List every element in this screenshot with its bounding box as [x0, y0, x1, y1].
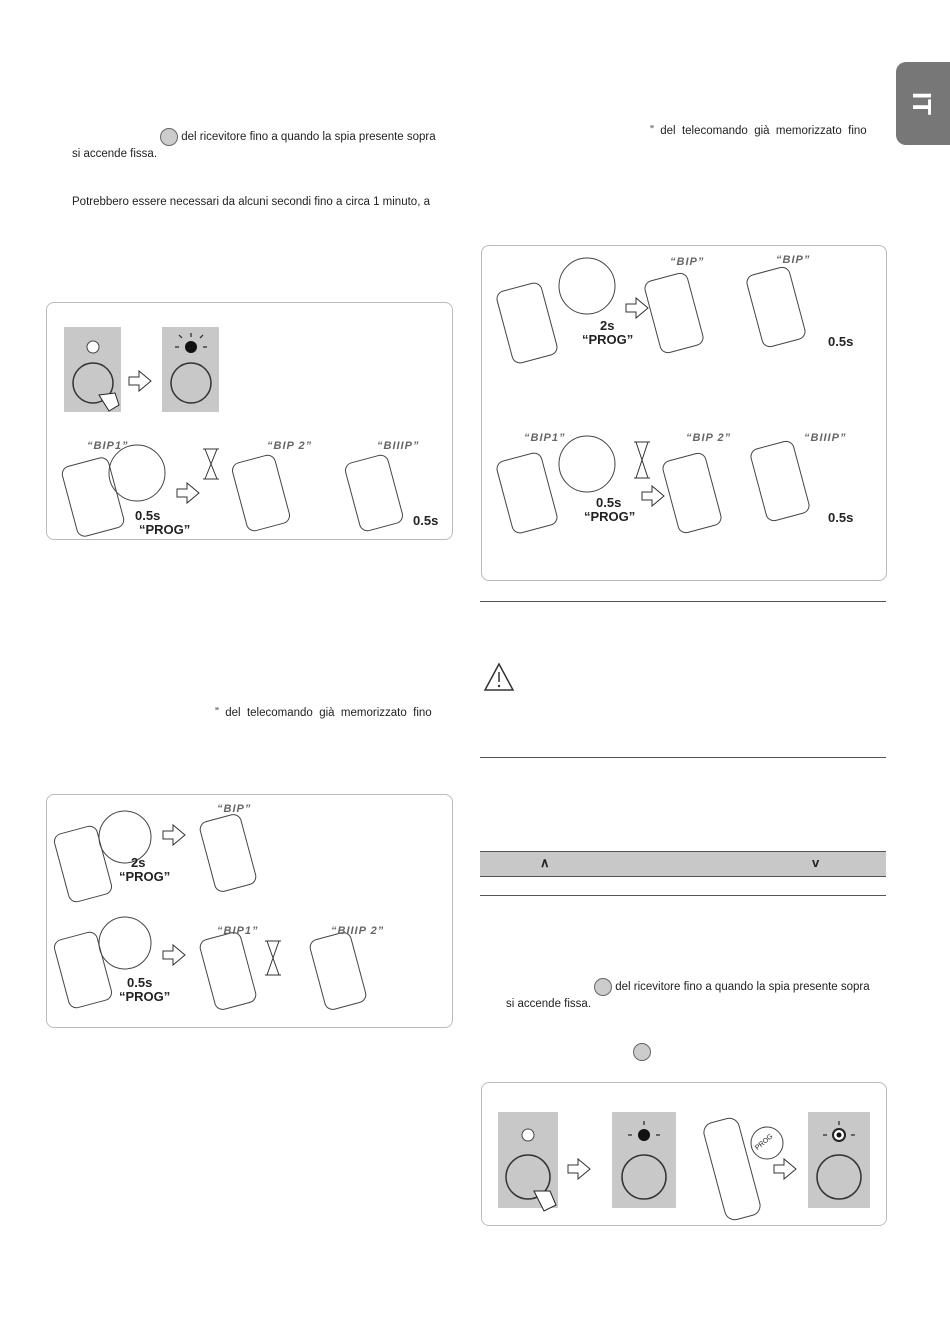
receiver-button-icon [160, 128, 178, 146]
prog-label-1: “PROG” [139, 522, 191, 537]
language-tab-label: IT [907, 91, 938, 116]
receiver-housing-lit [612, 1112, 676, 1208]
panel1-drawing [47, 303, 452, 539]
prog-label-b: “PROG” [119, 989, 171, 1004]
biiip-label: “BIIIP” [804, 432, 847, 444]
bip1-label: “BIP1” [217, 925, 259, 937]
led-icon [522, 1129, 534, 1141]
right-para-2-text: del ricevitore fino a quando la spia presente sopra [615, 981, 870, 994]
biiip2-label: “BIIIP 2” [331, 925, 385, 937]
panel3-drawing [482, 246, 886, 580]
time-label-b: 0.5s [127, 975, 153, 990]
prog-label-a: “PROG” [582, 332, 634, 347]
arrow-right-icon [129, 371, 151, 391]
panel2-drawing [47, 795, 452, 1027]
left-para-1b: si accende fissa. [72, 148, 158, 160]
left-para-2: Potrebbero essere necessari da alcuni secondi fino a circa 1 minuto, a [72, 196, 430, 208]
prog-small-label: PROG [754, 1133, 775, 1152]
rule-bottom [480, 757, 886, 758]
time-label-1: 0.5s [135, 508, 161, 523]
bip2-label: “BIP 2” [267, 440, 313, 452]
left-para-3: ” del telecomando già memorizzato fino [215, 707, 432, 719]
time-label-a: 2s [131, 855, 146, 870]
down-symbol: v [812, 855, 820, 870]
receiver-housing-lit [162, 327, 219, 412]
bip-label-b: “BIP” [776, 254, 811, 266]
hourglass-icon [203, 449, 219, 479]
arrow-right-icon-2 [774, 1159, 796, 1179]
time-label-c: 0.5s [596, 495, 622, 510]
receiver-button-icon [594, 978, 612, 996]
time-label-d: 0.5s [828, 510, 854, 525]
led-icon [87, 341, 99, 353]
time-label-a: 2s [600, 318, 615, 333]
left-para-1 [160, 128, 452, 146]
remote-icon [61, 445, 405, 538]
language-tab [896, 62, 950, 145]
warning-icon [483, 662, 515, 692]
arrow-right-icon [163, 825, 185, 845]
arrow-right-icon-2 [163, 945, 185, 965]
time-label-2: 0.5s [413, 513, 439, 528]
arrow-right-icon [568, 1159, 590, 1179]
bip1-label: “BIP1” [524, 432, 566, 444]
rule-top [480, 601, 886, 602]
prog-label-c: “PROG” [584, 509, 636, 524]
illustration-panel-4 [481, 1082, 887, 1226]
remote-icon [53, 811, 368, 1011]
arrow-right-icon-2 [177, 483, 199, 503]
hourglass-icon [634, 442, 650, 478]
table-bottom-rule [480, 895, 886, 896]
table-header-bar [480, 851, 886, 877]
illustration-panel-1 [46, 302, 453, 540]
bip-label: “BIP” [217, 803, 252, 815]
remote-icon [702, 1116, 763, 1222]
arrow-right-icon [626, 298, 648, 318]
illustration-panel-2 [46, 794, 453, 1028]
receiver-button-icon-2 [633, 1043, 651, 1061]
led-lit-icon [638, 1129, 650, 1141]
bip-label-a: “BIP” [670, 256, 705, 268]
panel4-drawing [482, 1083, 886, 1225]
right-para-2b: si accende fissa. [506, 998, 592, 1010]
time-label-b: 0.5s [828, 334, 854, 349]
biiip-label: “BIIIP” [377, 440, 420, 452]
bip1-label: “BIP1” [87, 440, 129, 452]
right-para-2 [594, 978, 886, 996]
up-symbol: ∧ [540, 855, 550, 870]
led-lit-icon [185, 341, 197, 353]
left-para-1-text: del ricevitore fino a quando la spia presente sopra [181, 131, 436, 144]
hourglass-icon [265, 941, 281, 975]
prog-label-a: “PROG” [119, 869, 171, 884]
illustration-panel-3 [481, 245, 887, 581]
bip2-label: “BIP 2” [686, 432, 732, 444]
right-para-1: ” del telecomando già memorizzato fino [650, 125, 867, 137]
arrow-right-icon-2 [642, 486, 664, 506]
